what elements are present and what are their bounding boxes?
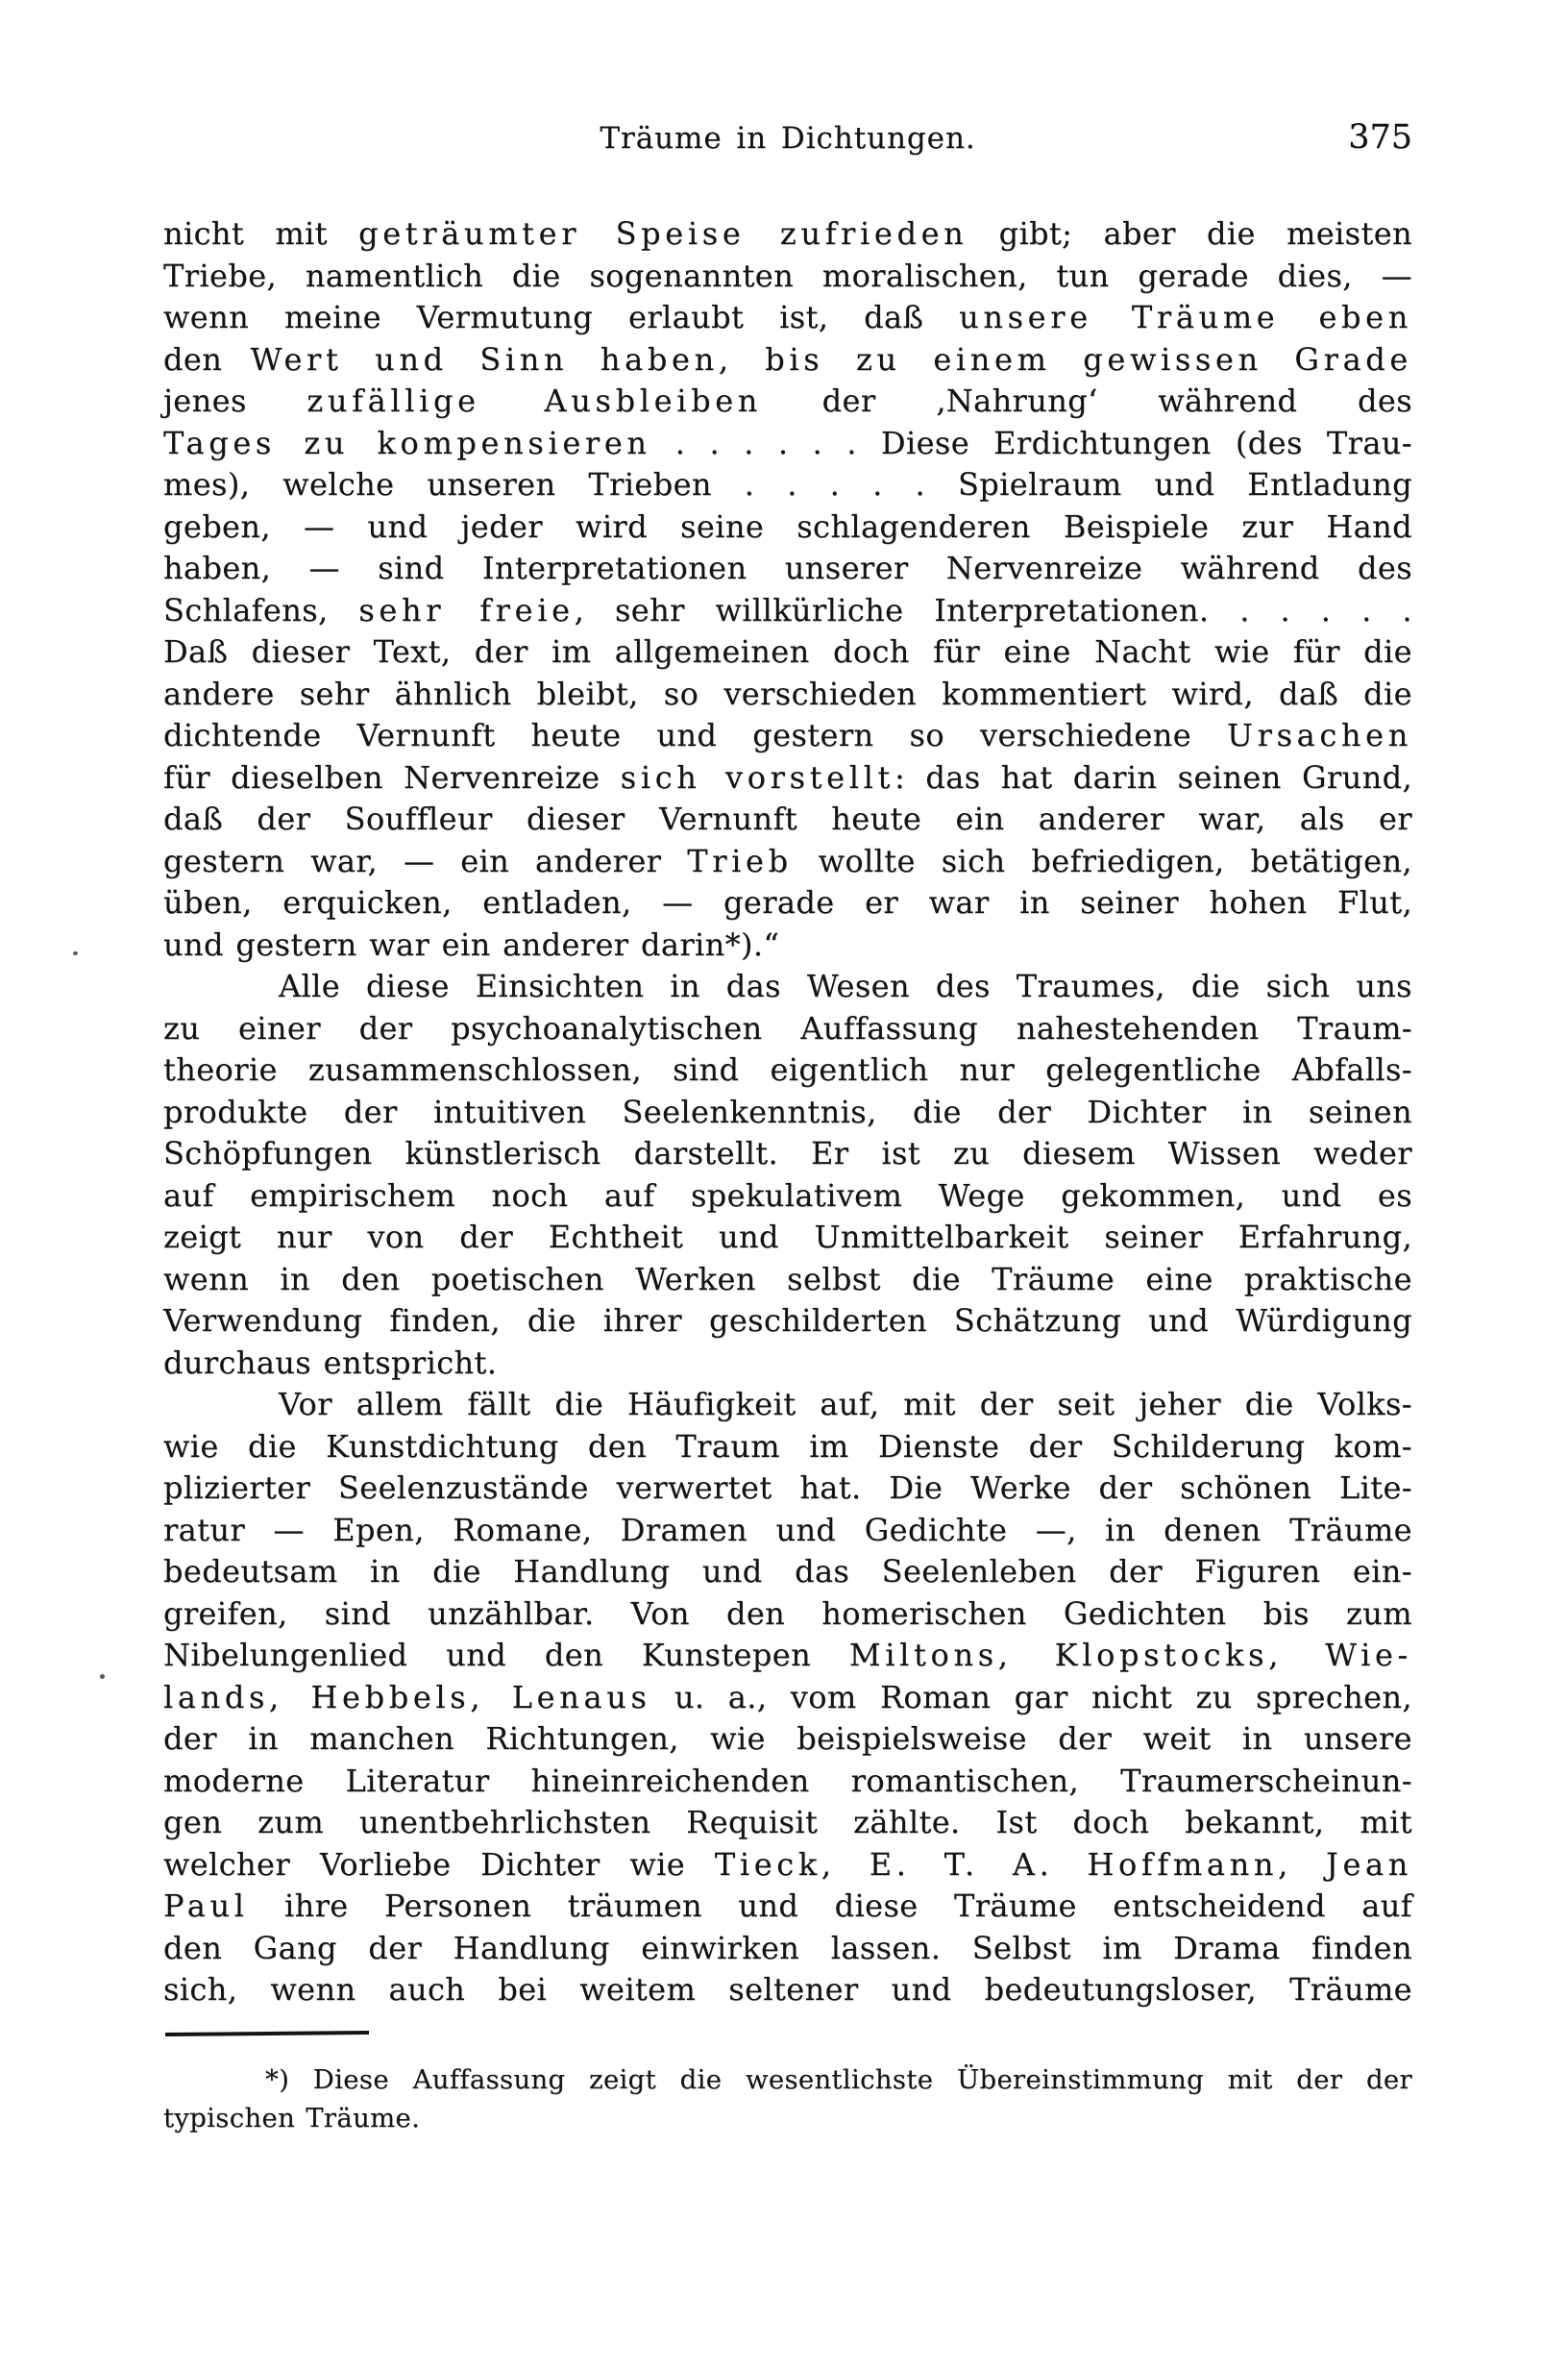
text-segment: dichtende Vernunft heute und gestern so verschiedene [163, 717, 1228, 753]
text-line [163, 339, 1412, 382]
text-line [163, 966, 1412, 1008]
text-line [163, 590, 1412, 632]
text-line [163, 1133, 1412, 1175]
text-line [163, 1635, 1412, 1677]
text-segment: Vor allem fällt die Häufigkeit auf, mit der seit jeher die Volks- [279, 1386, 1412, 1422]
text-line [163, 1468, 1412, 1510]
text-segment: moderne Literatur hineinreichenden romantischen, Traumerscheinun- [163, 1762, 1412, 1799]
text-segment: greifen, sind unzählbar. Von den homerischen Gedichten bis zum [163, 1594, 1412, 1632]
text-line [163, 1593, 1412, 1636]
text-line [163, 1510, 1412, 1552]
text-segment: *) Diese Auffassung zeigt die wesentlichste Übereinstimmung mit der der [265, 2063, 1412, 2095]
text-line [163, 1718, 1412, 1761]
scan-speck [73, 951, 78, 955]
text-line [163, 213, 1412, 256]
text-line [163, 256, 1412, 298]
text-line [163, 799, 1412, 841]
text-segment: für dieselben Nervenreize [163, 758, 621, 796]
emphasized-text-spaced: Tieck, E. T. A. Hoffmann, Jean [714, 1845, 1412, 1883]
text-line [163, 1175, 1412, 1218]
emphasized-text-spaced: Tages zu kompensieren [163, 424, 651, 461]
text-line [163, 674, 1412, 716]
text-line [163, 2060, 1412, 2099]
text-segment: Schlafens, [163, 591, 359, 629]
text-line [163, 1969, 1412, 2011]
text-segment: wie die Kunstdichtung den Traum im Dienste der Schilderung kom- [163, 1427, 1412, 1465]
text-segment: sich, wenn auch bei weitem seltener und bedeutungsloser, Träume [163, 1971, 1412, 2008]
text-segment: u. a., vom Roman gar nicht zu sprechen, [650, 1678, 1412, 1715]
scan-speck [100, 1674, 105, 1679]
text-line [163, 1343, 1412, 1385]
text-segment: theorie zusammenschlossen, sind eigentlich nur gelegentliche Abfalls- [163, 1051, 1412, 1088]
emphasized-text-spaced: Wert und Sinn haben, bis zu einem gewissen Grade [250, 340, 1412, 378]
text-segment: gibt; aber die meisten [968, 215, 1413, 252]
page-body [163, 213, 1412, 2011]
text-line [163, 1761, 1412, 1803]
text-line [163, 1259, 1412, 1301]
text-segment: üben, erquicken, entladen, — gerade er war in seiner hohen Flut, [163, 884, 1412, 921]
text-segment: der ‚Nahrung‘ während des [762, 382, 1413, 419]
text-segment: Daß dieser Text, der im allgemeinen doch für eine Nacht wie für die [163, 633, 1412, 670]
text-segment: haben, — sind Interpretationen unserer Nervenreize während des [163, 550, 1412, 586]
paragraph [163, 213, 1412, 966]
footnote-rule [165, 2030, 369, 2035]
text-segment: Nibelungenlied und den Kunstepen [163, 1637, 849, 1673]
emphasized-text-spaced: lands, Hebbels, Lenaus [163, 1678, 651, 1715]
text-segment: daß der Souffleur dieser Vernunft heute ein anderer war, als er [163, 801, 1412, 837]
emphasized-text-spaced: Paul [163, 1887, 249, 1924]
text-segment: den [163, 340, 251, 378]
text-segment: welcher Vorliebe Dichter wie [163, 1845, 715, 1883]
text-segment: gen zum unentbehrlichsten Requisit zählte. Ist doch bekannt, mit [163, 1804, 1412, 1840]
emphasized-text-spaced: Miltons, Klopstocks, Wie- [848, 1637, 1412, 1673]
text-segment: Alle diese Einsichten in das Wesen des Traumes, die sich uns [279, 968, 1412, 1004]
text-segment: wenn in den poetischen Werken selbst die Träume eine praktische [163, 1260, 1412, 1297]
text-segment: bedeutsam in die Handlung und das Seelenleben der Figuren ein- [163, 1553, 1412, 1590]
text-segment: andere sehr ähnlich bleibt, so verschieden kommentiert wird, daß die [163, 675, 1412, 712]
text-line [163, 757, 1412, 800]
text-segment: jenes [163, 382, 307, 419]
text-line [163, 1300, 1412, 1343]
text-line [163, 297, 1412, 339]
text-line [163, 1049, 1412, 1092]
paragraph [163, 1384, 1412, 2011]
emphasized-text-spaced: zufällige Ausbleiben [306, 382, 763, 419]
text-line [163, 423, 1412, 465]
text-segment: nicht mit [163, 215, 359, 252]
text-line [163, 715, 1412, 757]
text-line [163, 1677, 1412, 1719]
text-segment: plizierter Seelenzustände verwertet hat. Die Werke der schönen Lite- [163, 1469, 1412, 1506]
emphasized-text-spaced: sehr freie [358, 591, 575, 629]
text-line [163, 1551, 1412, 1593]
text-segment: mes), welche unseren Trieben . . . . . Spielraum und Entladung [163, 466, 1412, 503]
text-line [163, 1384, 1412, 1426]
text-segment: . . . . . . Diese Erdichtungen (des Trau- [650, 424, 1412, 461]
text-segment: wenn meine Vermutung erlaubt ist, daß [163, 299, 960, 335]
text-segment: produkte der intuitiven Seelenkenntnis, die der Dichter in seinen [163, 1093, 1412, 1130]
text-line [163, 1217, 1412, 1259]
text-line [163, 506, 1412, 549]
text-segment: geben, — und jeder wird seine schlagenderen Beispiele zur Hand [163, 507, 1412, 545]
text-segment: typischen Träume. [163, 2102, 421, 2134]
text-line [163, 882, 1412, 925]
text-segment: auf empirischem noch auf spekulativem Wege gekommen, und es [163, 1176, 1412, 1214]
text-segment: ihre Personen träumen und diese Träume entscheidend auf [248, 1887, 1412, 1924]
emphasized-text-spaced: Trieb [687, 842, 793, 879]
footnote-text [163, 2060, 1412, 2137]
text-line [163, 1844, 1412, 1887]
emphasized-text-spaced: Ursachen [1227, 717, 1412, 753]
running-head-title: Träume in Dichtungen. [600, 121, 976, 156]
text-segment: durchaus entspricht. [163, 1344, 498, 1381]
text-segment: zu einer der psychoanalytischen Auffassung nahestehenden Traum- [163, 1009, 1412, 1047]
footnote [163, 2060, 1412, 2137]
emphasized-text-spaced: sich vorstellt [620, 758, 894, 796]
text-line [163, 1886, 1412, 1928]
text-line [163, 1008, 1412, 1050]
text-segment: zeigt nur von der Echtheit und Unmittelbarkeit seiner Erfahrung, [163, 1219, 1412, 1255]
text-segment: wollte sich befriedigen, betätigen, [792, 842, 1412, 879]
text-line [163, 1928, 1412, 1970]
text-segment: gestern war, — ein anderer [163, 842, 688, 879]
text-segment: : das hat darin seinen Grund, [894, 758, 1412, 796]
text-line [163, 1092, 1412, 1134]
text-segment: Verwendung finden, die ihrer geschilderten Schätzung und Würdigung [163, 1302, 1412, 1339]
text-segment: Triebe, namentlich die sogenannten moralischen, tun gerade dies, — [163, 257, 1412, 294]
text-segment: ratur — Epen, Romane, Dramen und Gedichte —, in denen Träume [163, 1511, 1412, 1548]
text-segment: und gestern war ein anderer darin*).“ [163, 925, 780, 963]
text-segment: den Gang der Handlung einwirken lassen. Selbst im Drama finden [163, 1929, 1412, 1966]
page-number: 375 [1348, 118, 1412, 157]
text-segment: , sehr willkürliche Interpretationen. . . . . . [574, 591, 1412, 629]
emphasized-text-spaced: geträumter Speise zufrieden [358, 215, 968, 252]
text-line [163, 841, 1412, 883]
text-segment: der in manchen Richtungen, wie beispielsweise der weit in unsere [163, 1720, 1412, 1757]
emphasized-text-spaced: unsere Träume eben [959, 299, 1412, 335]
text-line [163, 1426, 1412, 1468]
text-line [163, 548, 1412, 590]
text-line [163, 1802, 1412, 1844]
text-line [163, 925, 1412, 967]
text-line [163, 2099, 1412, 2137]
running-head [163, 118, 1412, 165]
text-segment: Schöpfungen künstlerisch darstellt. Er ist zu diesem Wissen weder [163, 1135, 1412, 1172]
paragraph [163, 966, 1412, 1384]
text-line [163, 464, 1412, 506]
text-line [163, 381, 1412, 423]
text-line [163, 631, 1412, 674]
